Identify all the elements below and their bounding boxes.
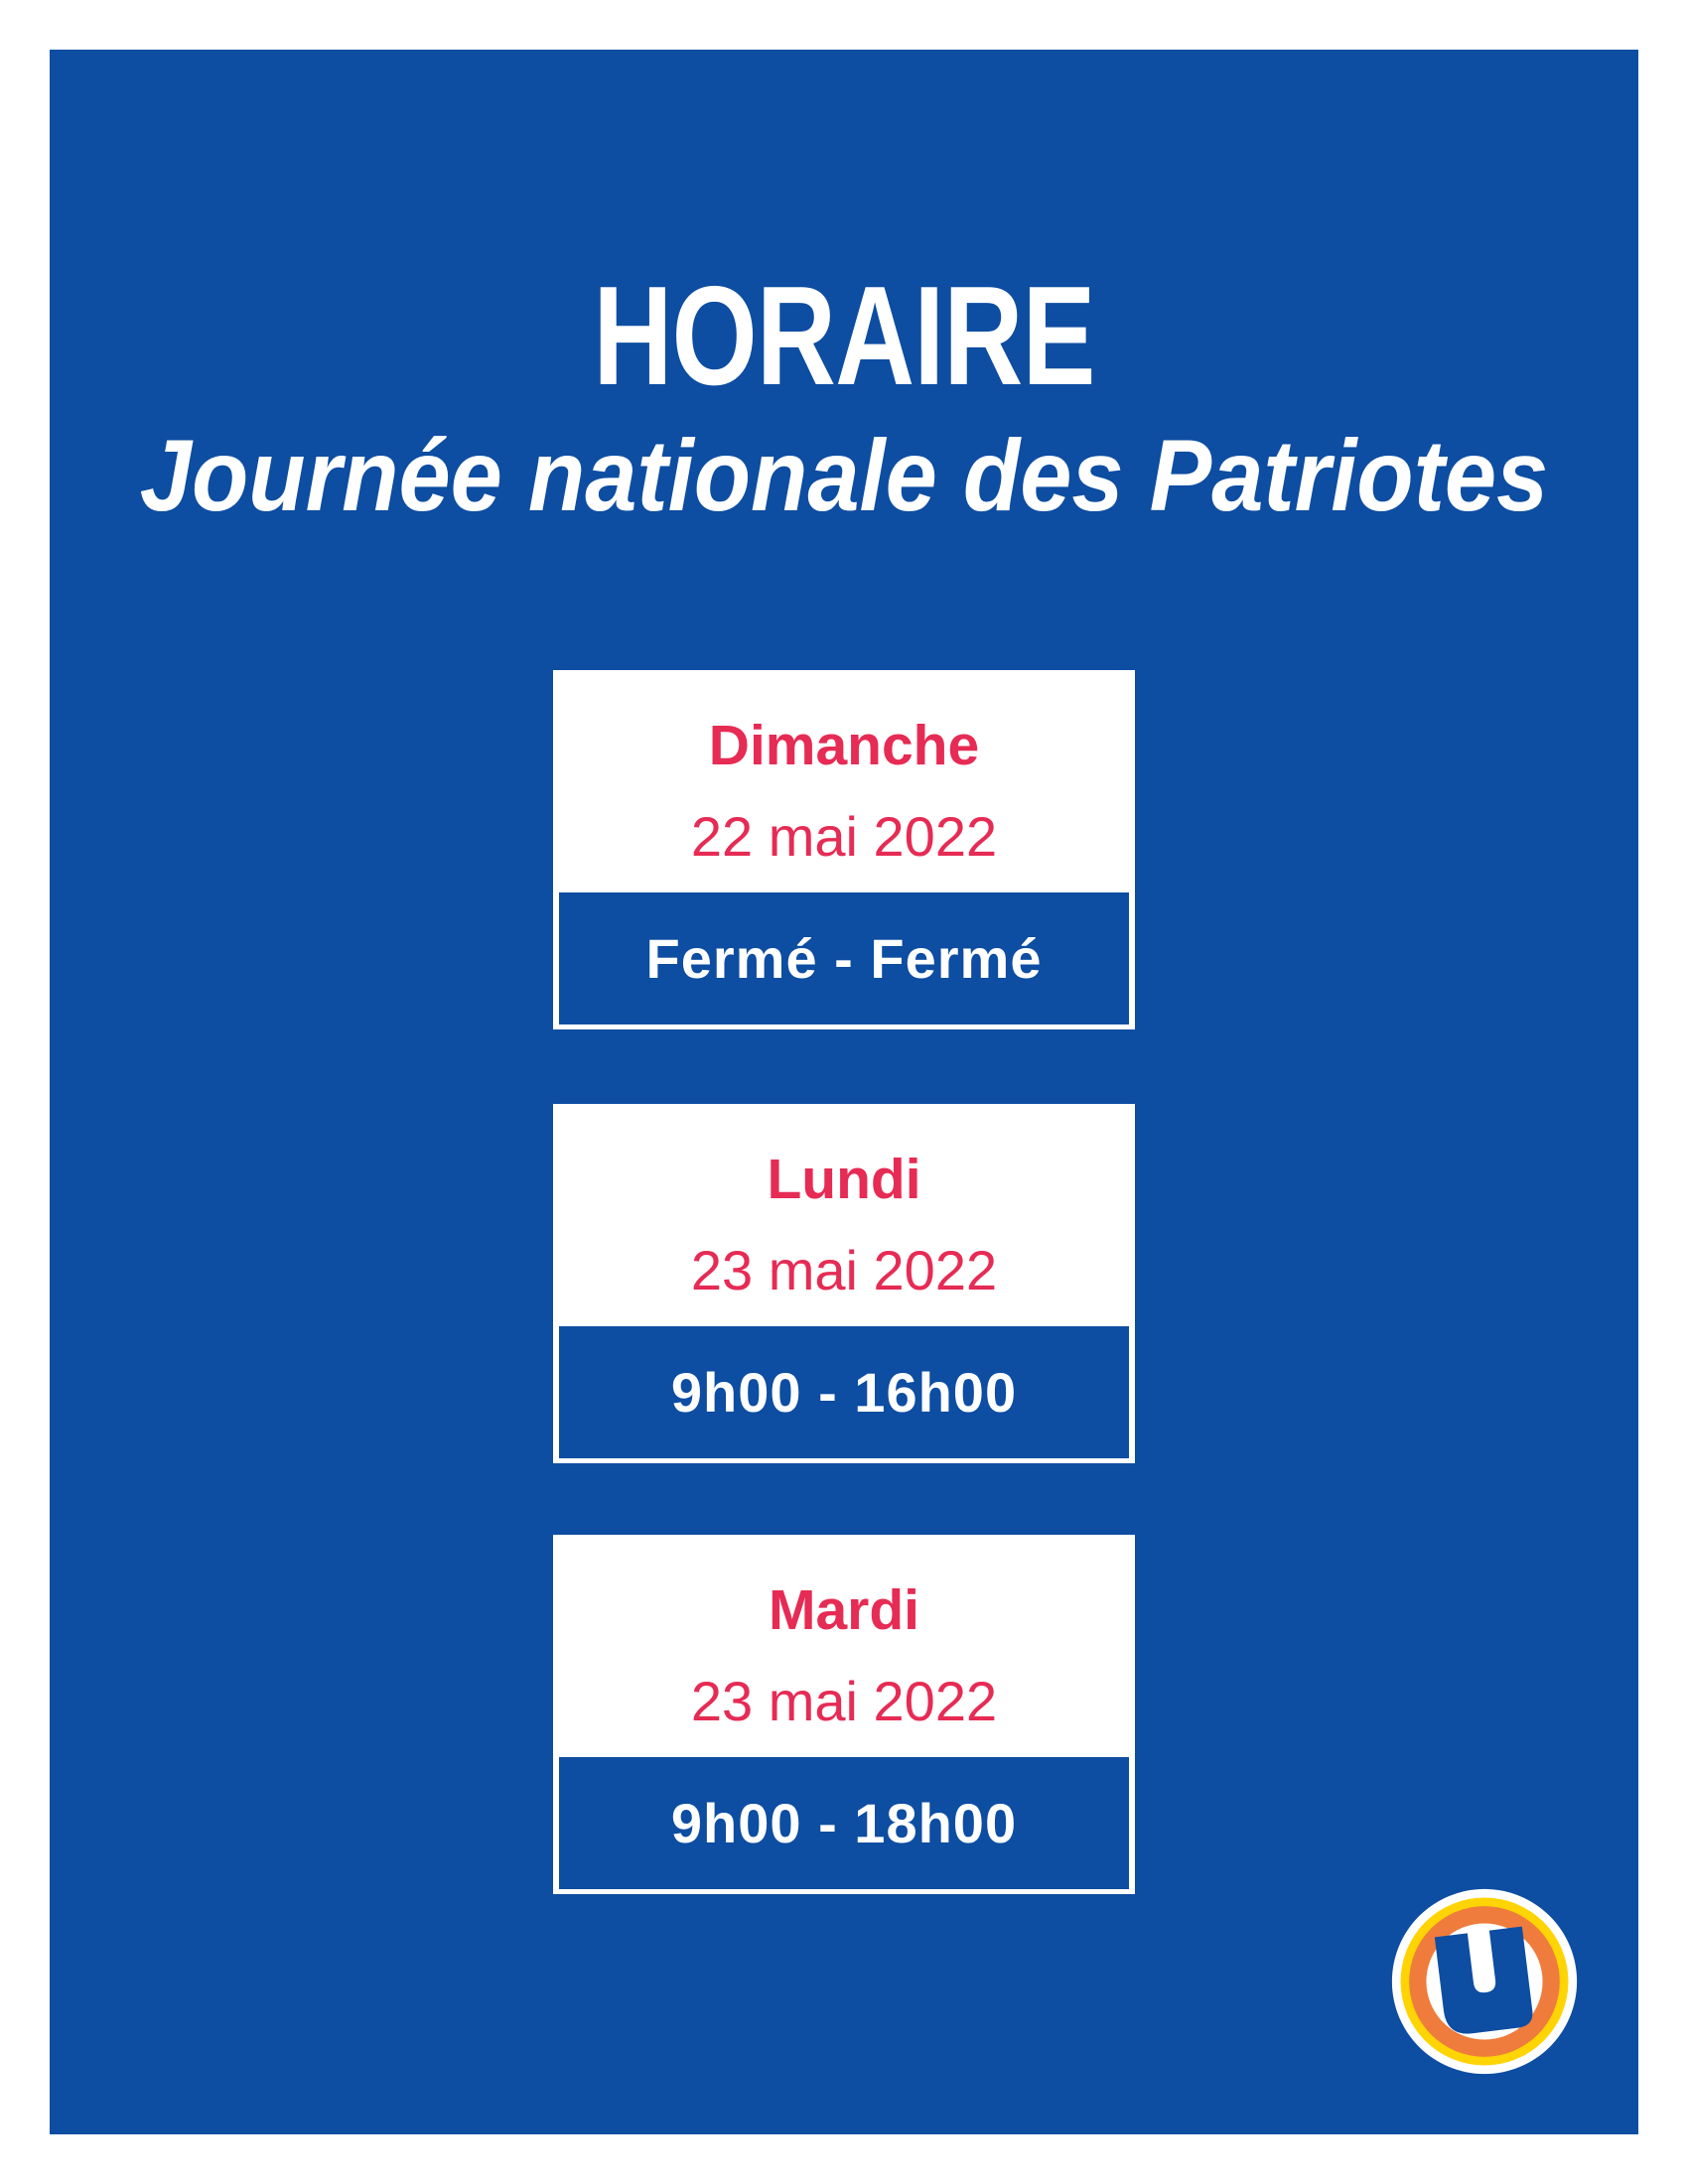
hours-bar [559, 1757, 1129, 1889]
hours-bar [559, 892, 1129, 1024]
date-label: 22 mai 2022 [690, 804, 998, 868]
date-label: 23 mai 2022 [690, 1669, 998, 1732]
date-label: 23 mai 2022 [690, 1238, 998, 1301]
hours-bar [559, 1326, 1129, 1458]
hours-label: 9h00 - 16h00 [670, 1361, 1018, 1424]
day-label: Dimanche [708, 714, 980, 777]
page-title: HORAIRE [593, 257, 1095, 415]
day-label: Mardi [768, 1578, 920, 1642]
page-subtitle: Journée nationale des Patriotes [139, 419, 1549, 532]
hours-label: 9h00 - 18h00 [670, 1792, 1018, 1854]
uniprix-u-logo-icon [1389, 1886, 1580, 2077]
schedule-card-lundi [553, 1104, 1135, 1463]
schedule-card-dimanche [553, 670, 1135, 1029]
schedule-card-mardi [553, 1535, 1135, 1894]
day-label: Lundi [767, 1148, 921, 1211]
hours-label: Fermé - Fermé [645, 927, 1043, 990]
